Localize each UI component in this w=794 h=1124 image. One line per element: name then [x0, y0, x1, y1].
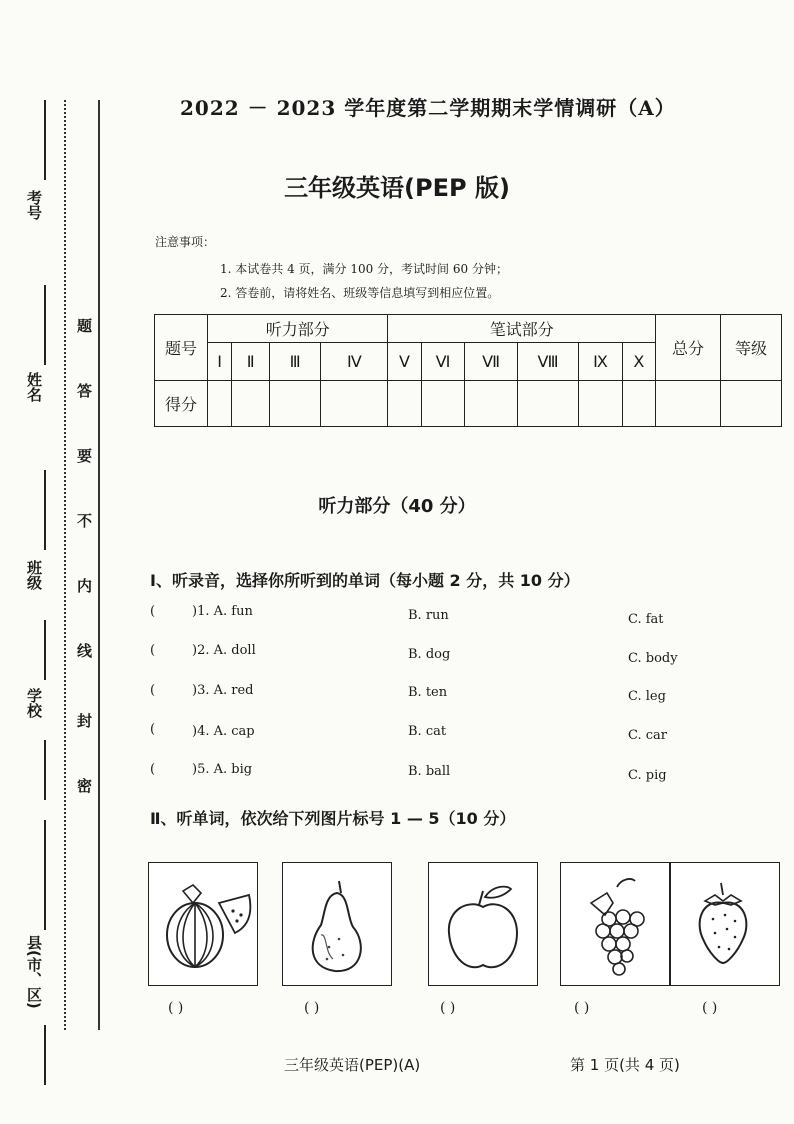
seal-char: 答: [75, 383, 93, 398]
exam-subtitle: 三年级英语(PEP 版): [284, 174, 510, 202]
option-c[interactable]: C. body: [628, 651, 678, 666]
picture-answer-blank[interactable]: ( ): [168, 1000, 184, 1016]
total-header: 总分: [656, 315, 721, 381]
numeral-cell: Ⅷ: [517, 343, 578, 381]
seal-char: 封: [75, 713, 93, 728]
xian-label: 县(市、区): [25, 935, 43, 1009]
option-c[interactable]: C. leg: [628, 689, 666, 704]
xingming-blank[interactable]: [44, 285, 46, 365]
question-row: [150, 643, 710, 666]
tihao-label: 题号: [155, 315, 208, 381]
watermelon-icon: [149, 863, 257, 985]
picture-answer-blank[interactable]: ( ): [440, 1000, 456, 1016]
picture-answer-blank[interactable]: ( ): [574, 1000, 590, 1016]
apple-picture: [428, 862, 538, 986]
footer-left: 三年级英语(PEP)(A): [284, 1056, 421, 1074]
xuexiao-blank-2[interactable]: [44, 740, 46, 800]
numeral-cell: Ⅵ: [421, 343, 465, 381]
question-1-heading: Ⅰ、听录音，选择你所听到的单词（每小题 2 分，共 10 分）: [150, 571, 580, 590]
writing-header: 笔试部分: [388, 315, 656, 343]
xuexiao-blank[interactable]: [44, 620, 46, 680]
seal-char: 题: [75, 318, 93, 333]
numeral-cell: Ⅸ: [579, 343, 623, 381]
notice-item: 1. 本试卷共 4 页，满分 100 分，考试时间 60 分钟；: [220, 262, 508, 276]
xuexiao-label: 学校: [25, 688, 43, 718]
numeral-cell: Ⅲ: [270, 343, 321, 381]
pear-icon: [283, 863, 391, 985]
option-a[interactable]: )3. A. red: [192, 683, 254, 698]
score-cell[interactable]: [232, 381, 270, 427]
numeral-cell: Ⅶ: [465, 343, 518, 381]
seal-char: 线: [75, 643, 93, 658]
total-score-cell[interactable]: [656, 381, 721, 427]
numeral-cell: Ⅹ: [622, 343, 655, 381]
score-cell[interactable]: [208, 381, 232, 427]
seal-char: 要: [75, 448, 93, 463]
option-a[interactable]: )4. A. cap: [192, 724, 255, 739]
option-a[interactable]: )5. A. big: [192, 762, 253, 777]
watermelon-picture: [148, 862, 258, 986]
xian-blank[interactable]: [44, 820, 46, 930]
seal-char: 不: [75, 513, 93, 528]
numeral-cell: Ⅳ: [321, 343, 388, 381]
option-a[interactable]: )2. A. doll: [192, 643, 256, 658]
open-paren: (: [150, 683, 156, 698]
dotted-binding-line: [64, 100, 66, 1030]
open-paren: (: [150, 722, 156, 737]
question-row: [150, 722, 710, 742]
xian-blank-2[interactable]: [44, 1025, 46, 1085]
exam-title: 2022 － 2023 学年度第二学期期末学情调研（A）: [180, 96, 676, 120]
banji-label: 班级: [25, 560, 43, 590]
kaohao-label: 考号: [25, 190, 43, 220]
strawberry-icon: [671, 863, 779, 985]
option-b[interactable]: B. ball: [408, 764, 451, 779]
apple-icon: [429, 863, 537, 985]
question-2-heading: Ⅱ、听单词，依次给下列图片标号 1 — 5（10 分）: [150, 809, 516, 828]
seal-char: 内: [75, 578, 93, 593]
grade-cell[interactable]: [721, 381, 782, 427]
picture-answer-blank[interactable]: ( ): [304, 1000, 320, 1016]
numeral-cell: Ⅰ: [208, 343, 232, 381]
listening-header: 听力部分: [208, 315, 388, 343]
score-cell[interactable]: [421, 381, 465, 427]
section-title: 听力部分（40 分）: [318, 496, 476, 517]
grapes-picture: [560, 862, 670, 986]
open-paren: (: [150, 762, 156, 777]
score-cell[interactable]: [465, 381, 518, 427]
xingming-label: 姓名: [25, 372, 43, 402]
score-cell[interactable]: [579, 381, 623, 427]
pear-picture: [282, 862, 392, 986]
strawberry-picture: [670, 862, 780, 986]
score-table: [154, 314, 782, 427]
open-paren: (: [150, 643, 156, 658]
grade-header: 等级: [721, 315, 782, 381]
notice-heading: 注意事项：: [155, 235, 216, 249]
numeral-cell: Ⅱ: [232, 343, 270, 381]
option-b[interactable]: B. run: [408, 608, 449, 623]
score-cell[interactable]: [270, 381, 321, 427]
score-cell[interactable]: [388, 381, 421, 427]
option-b[interactable]: B. dog: [408, 647, 451, 662]
option-c[interactable]: C. fat: [628, 612, 664, 627]
solid-binding-line: [98, 100, 100, 1030]
seal-char: 密: [75, 778, 93, 793]
score-cell[interactable]: [321, 381, 388, 427]
option-b[interactable]: B. cat: [408, 724, 447, 739]
numeral-cell: Ⅴ: [388, 343, 421, 381]
option-c[interactable]: C. car: [628, 728, 667, 743]
score-cell[interactable]: [622, 381, 655, 427]
footer-page-number: 第 1 页(共 4 页): [570, 1056, 680, 1074]
notice-item: 2. 答卷前，请将姓名、班级等信息填写到相应位置。: [220, 286, 500, 300]
open-paren: (: [150, 604, 156, 619]
score-cell[interactable]: [517, 381, 578, 427]
picture-answer-blank[interactable]: ( ): [702, 1000, 718, 1016]
question-row: [150, 762, 710, 782]
option-a[interactable]: )1. A. fun: [192, 604, 253, 619]
grapes-icon: [561, 863, 669, 985]
option-b[interactable]: B. ten: [408, 685, 448, 700]
question-row: [150, 683, 710, 703]
question-row: [150, 604, 710, 627]
option-c[interactable]: C. pig: [628, 768, 667, 783]
defen-label: 得分: [155, 381, 208, 427]
